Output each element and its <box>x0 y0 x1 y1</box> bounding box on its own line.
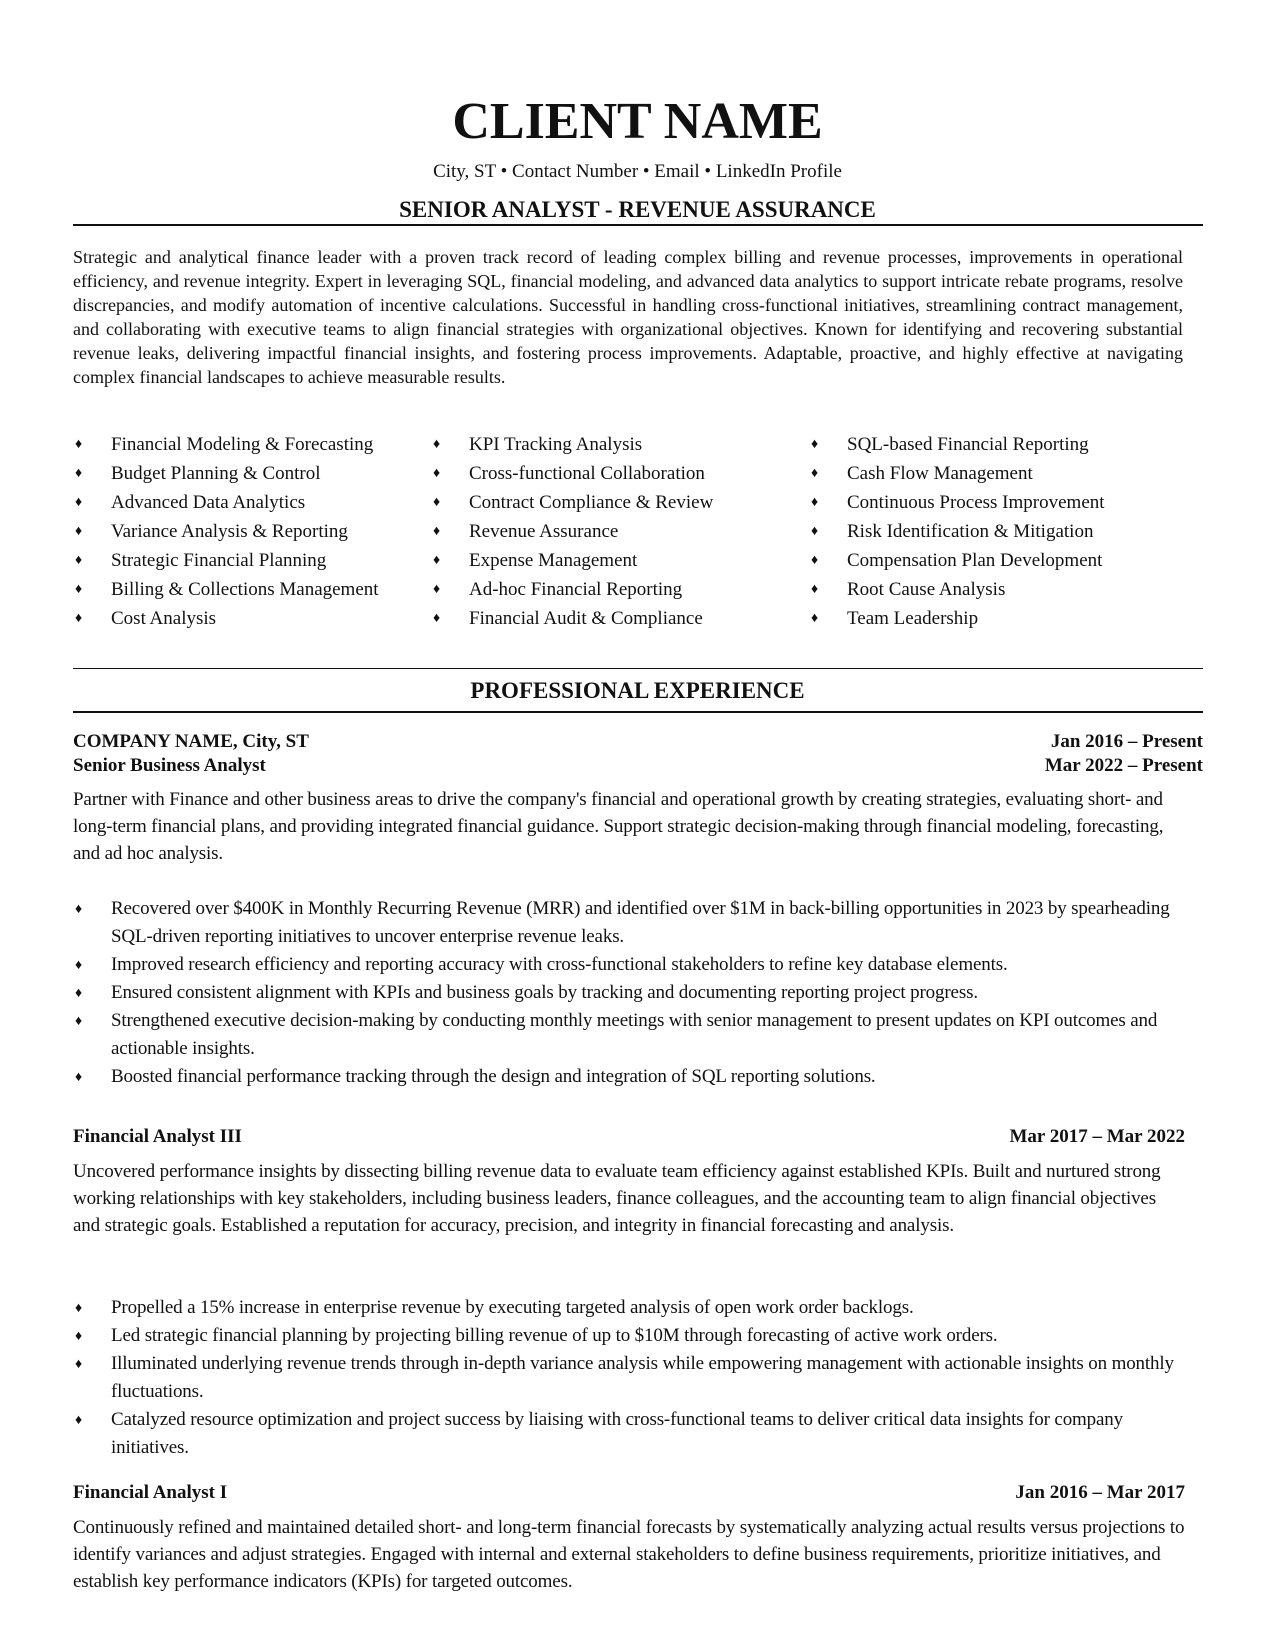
role-title: Senior Business Analyst <box>73 755 266 776</box>
skills-column-2 <box>431 430 809 633</box>
skill-label: KPI Tracking Analysis <box>469 434 643 455</box>
diamond-bullet-icon: ♦ <box>811 611 819 626</box>
achievement-text: Propelled a 15% increase in enterprise revenue by executing targeted analysis of open work order backlogs. <box>111 1297 914 1318</box>
diamond-bullet-icon: ♦ <box>75 1357 82 1372</box>
diamond-bullet-icon: ♦ <box>75 495 83 510</box>
skill-label: Ad-hoc Financial Reporting <box>469 579 683 600</box>
skill-label: SQL-based Financial Reporting <box>847 434 1089 455</box>
skill-item <box>73 459 431 488</box>
skill-item <box>73 575 431 604</box>
diamond-bullet-icon: ♦ <box>811 466 819 481</box>
skill-item <box>809 575 1189 604</box>
skill-label: Financial Audit & Compliance <box>469 608 703 629</box>
skill-item <box>73 517 431 546</box>
diamond-bullet-icon: ♦ <box>433 437 441 452</box>
role-achievements <box>73 895 1203 1091</box>
achievement-item <box>73 951 1203 979</box>
diamond-bullet-icon: ♦ <box>811 437 819 452</box>
skill-item <box>431 604 809 633</box>
diamond-bullet-icon: ♦ <box>433 495 441 510</box>
diamond-bullet-icon: ♦ <box>75 1070 82 1085</box>
skill-label: Budget Planning & Control <box>111 463 321 484</box>
diamond-bullet-icon: ♦ <box>75 986 82 1001</box>
skill-item <box>809 604 1189 633</box>
diamond-bullet-icon: ♦ <box>75 1301 82 1316</box>
skill-label: Strategic Financial Planning <box>111 550 327 571</box>
diamond-bullet-icon: ♦ <box>75 958 82 973</box>
diamond-bullet-icon: ♦ <box>75 1413 82 1428</box>
role-header <box>73 1481 1185 1505</box>
diamond-bullet-icon: ♦ <box>811 524 819 539</box>
company-row <box>73 730 1203 754</box>
diamond-bullet-icon: ♦ <box>811 495 819 510</box>
professional-summary: Strategic and analytical finance leader with a proven track record of leading complex billing and revenue processes, improvements in operational efficiency, and revenue integrity. Expert in leveraging SQL, financial modeling, and advanced data analytics to support intricate rebate programs, resolve discrepancies, and modify automation of incentive calculations. Successful in handling cross-functional initiatives, streamlining contract management, and collaborating with executive teams to align financial strategies with organizational objectives. Known for identifying and recovering substantial revenue leaks, delivering impactful financial insights, and fostering process improvements. Adaptable, proactive, and highly effective at navigating complex financial landscapes to achieve measurable results. <box>73 247 1183 387</box>
skill-item <box>431 546 809 575</box>
skills-column-3 <box>809 430 1189 633</box>
role-description: Continuously refined and maintained detailed short- and long-term financial forecasts by systematically analyzing actual results versus projections to identify variances and adjust strategies. Engaged with internal and external stakeholders to define business requirements, prioritize initiatives, and establish key performance indicators (KPIs) for targeted outcomes. <box>73 1517 1185 1592</box>
skill-label: Variance Analysis & Reporting <box>111 521 348 542</box>
role-title: Financial Analyst III <box>73 1126 242 1147</box>
role-dates: Mar 2022 – Present <box>1044 755 1203 776</box>
skill-item <box>809 430 1189 459</box>
diamond-bullet-icon: ♦ <box>75 553 83 568</box>
diamond-bullet-icon: ♦ <box>75 902 82 917</box>
contact-line: City, ST • Contact Number • Email • LinkedIn Profile <box>433 161 842 182</box>
diamond-bullet-icon: ♦ <box>75 1014 82 1029</box>
diamond-bullet-icon: ♦ <box>75 524 83 539</box>
client-name: CLIENT NAME <box>452 93 823 150</box>
diamond-bullet-icon: ♦ <box>811 582 819 597</box>
diamond-bullet-icon: ♦ <box>75 437 83 452</box>
skill-item <box>73 546 431 575</box>
skill-item <box>431 575 809 604</box>
achievement-item <box>73 1063 1203 1091</box>
diamond-bullet-icon: ♦ <box>433 611 441 626</box>
achievement-item <box>73 1294 1203 1322</box>
section-title-experience: PROFESSIONAL EXPERIENCE <box>470 678 805 703</box>
achievement-text: Led strategic financial planning by projecting billing revenue of up to $10M through forecasting of active work orders. <box>111 1325 998 1346</box>
role-header <box>73 1125 1185 1149</box>
skill-item <box>809 517 1189 546</box>
diamond-bullet-icon: ♦ <box>433 524 441 539</box>
skills-column-1 <box>73 430 431 633</box>
achievement-item <box>73 895 1203 951</box>
diamond-bullet-icon: ♦ <box>433 553 441 568</box>
diamond-bullet-icon: ♦ <box>811 553 819 568</box>
role-dates: Mar 2017 – Mar 2022 <box>1009 1126 1185 1147</box>
skill-item <box>431 430 809 459</box>
achievement-item <box>73 1406 1203 1462</box>
role-dates: Jan 2016 – Mar 2017 <box>1015 1482 1185 1503</box>
achievement-item <box>73 979 1203 1007</box>
company-dates: Jan 2016 – Present <box>1050 731 1203 752</box>
skill-label: Cross-functional Collaboration <box>469 463 705 484</box>
skill-label: Cost Analysis <box>111 608 217 629</box>
skill-item <box>431 517 809 546</box>
company-name: COMPANY NAME, City, ST <box>73 731 309 752</box>
achievement-text: Ensured consistent alignment with KPIs and business goals by tracking and documenting reporting project progress. <box>111 982 978 1003</box>
skill-label: Advanced Data Analytics <box>111 492 306 513</box>
achievement-item <box>73 1350 1203 1406</box>
skill-item <box>809 546 1189 575</box>
header-divider <box>73 224 1203 226</box>
section-divider-top <box>73 668 1203 669</box>
skill-label: Contract Compliance & Review <box>469 492 714 513</box>
skill-label: Continuous Process Improvement <box>847 492 1105 513</box>
skill-label: Team Leadership <box>847 608 979 629</box>
diamond-bullet-icon: ♦ <box>75 1329 82 1344</box>
role-achievements <box>73 1294 1203 1462</box>
role-title: Financial Analyst I <box>73 1482 228 1503</box>
diamond-bullet-icon: ♦ <box>75 611 83 626</box>
achievement-text: Strengthened executive decision-making by conducting monthly meetings with senior management to present updates on KPI outcomes and actionable insights. <box>111 1010 1158 1059</box>
achievement-item <box>73 1322 1203 1350</box>
role-description: Partner with Finance and other business areas to drive the company's financial and operational growth by creating strategies, evaluating short- and long-term financial plans, and providing integrated financial guidance. Support strategic decision-making through financial modeling, forecasting, and ad hoc analysis. <box>73 789 1164 864</box>
achievement-text: Catalyzed resource optimization and project success by liaising with cross-functional teams to deliver critical data insights for company initiatives. <box>111 1409 1124 1458</box>
skill-item <box>809 459 1189 488</box>
skill-label: Financial Modeling & Forecasting <box>111 434 374 455</box>
achievement-text: Recovered over $400K in Monthly Recurring Revenue (MRR) and identified over $1M in back-billing opportunities in 2023 by spearheading SQL-driven reporting initiatives to uncover enterprise revenue leaks. <box>111 898 1170 947</box>
role-header <box>73 754 1203 778</box>
skill-item <box>431 488 809 517</box>
diamond-bullet-icon: ♦ <box>433 466 441 481</box>
skill-item <box>73 488 431 517</box>
achievement-text: Improved research efficiency and reporting accuracy with cross-functional stakeholders to refine key database elements. <box>111 954 1008 975</box>
skill-item <box>73 604 431 633</box>
skill-label: Billing & Collections Management <box>111 579 379 600</box>
skill-item <box>431 459 809 488</box>
skill-label: Root Cause Analysis <box>847 579 1006 600</box>
skill-item <box>73 430 431 459</box>
diamond-bullet-icon: ♦ <box>75 582 83 597</box>
diamond-bullet-icon: ♦ <box>433 582 441 597</box>
achievement-text: Boosted financial performance tracking through the design and integration of SQL reporting solutions. <box>111 1066 876 1087</box>
section-divider-bottom <box>73 711 1203 713</box>
role-description: Uncovered performance insights by dissecting billing revenue data to evaluate team efficiency against established KPIs. Built and nurtured strong working relationships with key stakeholders, including business leaders, finance colleagues, and the accounting team to align financial objectives and strategic goals. Established a reputation for accuracy, precision, and integrity in financial forecasting and analysis. <box>73 1161 1161 1236</box>
diamond-bullet-icon: ♦ <box>75 466 83 481</box>
achievement-text: Illuminated underlying revenue trends through in-depth variance analysis while empowering management with actionable insights on monthly fluctuations. <box>111 1353 1174 1402</box>
skill-label: Expense Management <box>469 550 638 571</box>
core-skills <box>73 430 1203 633</box>
achievement-item <box>73 1007 1203 1063</box>
skill-item <box>809 488 1189 517</box>
skill-label: Revenue Assurance <box>469 521 619 542</box>
skill-label: Risk Identification & Mitigation <box>847 521 1094 542</box>
resume-headline: SENIOR ANALYST - REVENUE ASSURANCE <box>399 197 876 222</box>
skill-label: Compensation Plan Development <box>847 550 1103 571</box>
skill-label: Cash Flow Management <box>847 463 1033 484</box>
